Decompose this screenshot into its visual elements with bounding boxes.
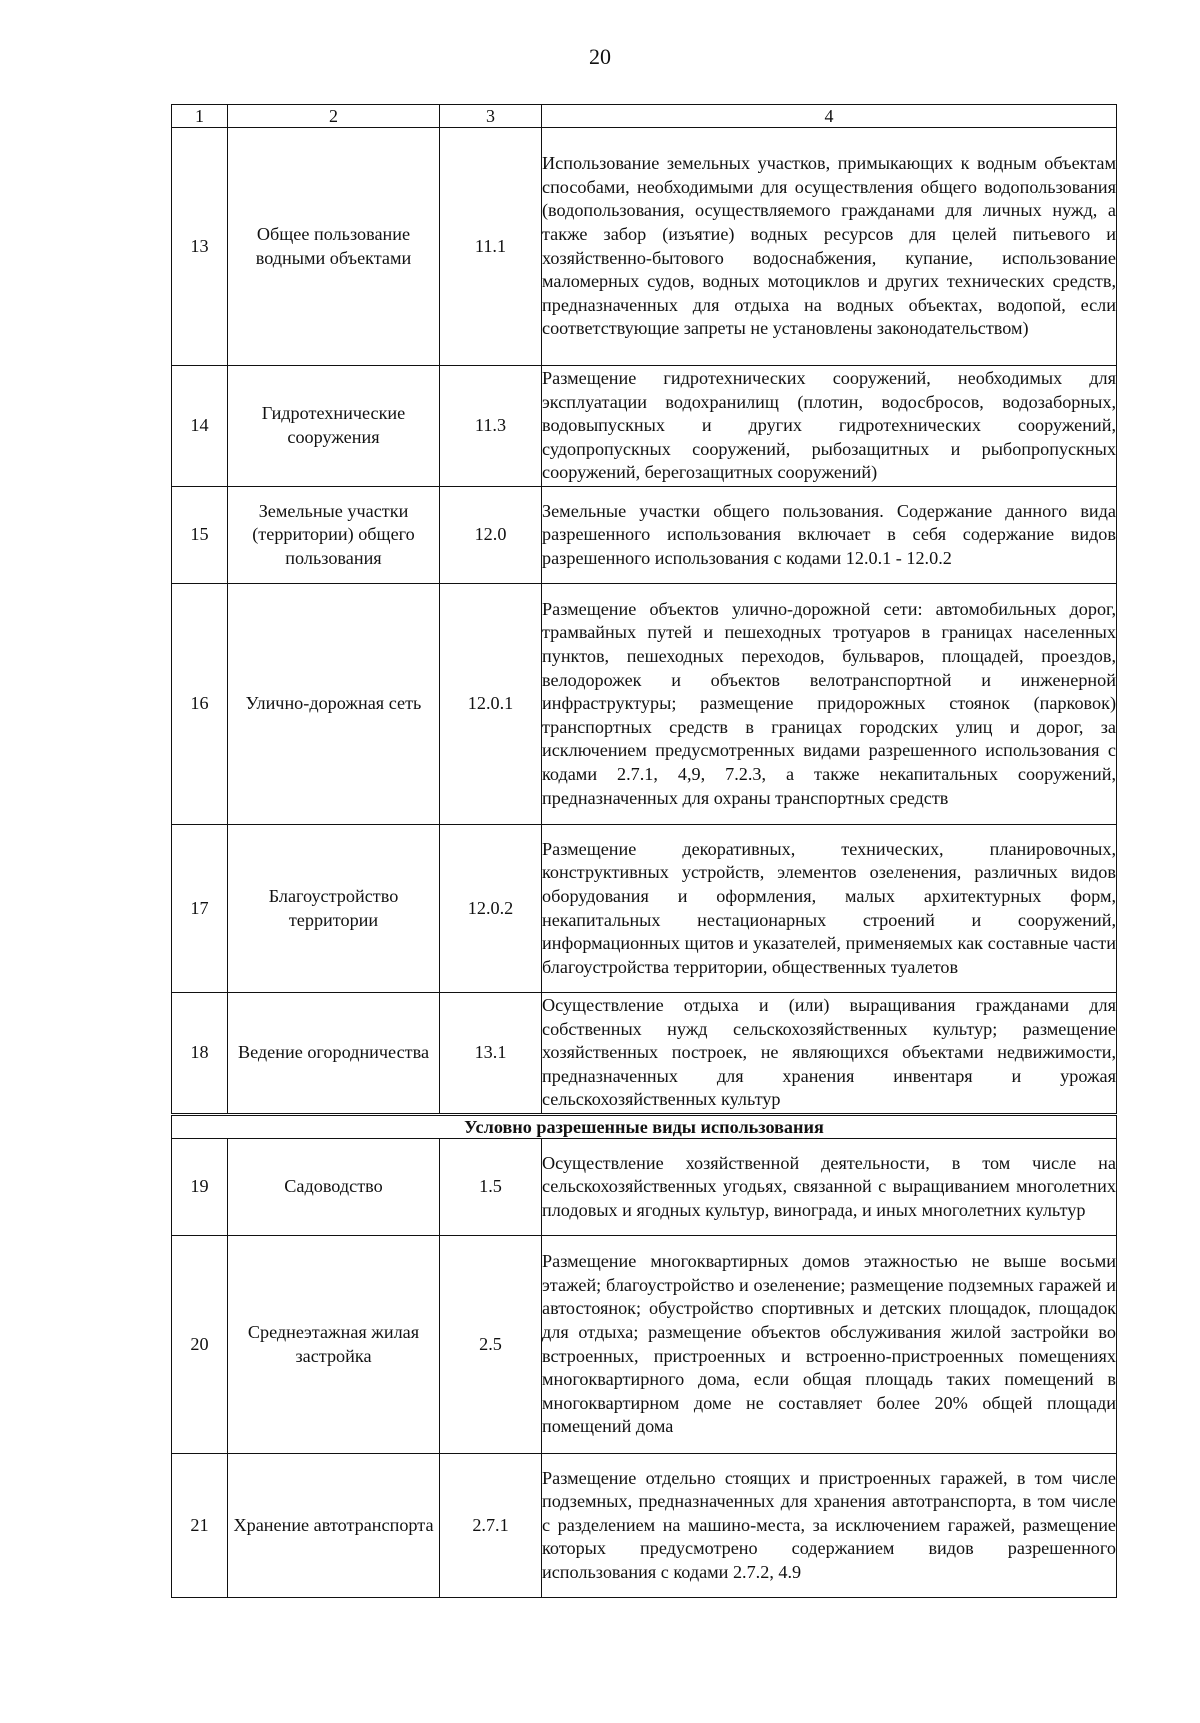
header-col-2: 2: [228, 105, 440, 128]
table-row: [172, 825, 1117, 993]
section-title: Условно разрешенные виды использования: [172, 1115, 1117, 1139]
table-header-row: [172, 105, 1117, 128]
table-row: [172, 1454, 1117, 1598]
use-type-name: Благоустройство территории: [228, 825, 440, 993]
use-type-code: 2.5: [440, 1236, 542, 1454]
use-type-name: Хранение автотранспорта: [228, 1454, 440, 1598]
use-type-code: 11.1: [440, 128, 542, 366]
table-row: [172, 128, 1117, 366]
row-number: 19: [172, 1139, 228, 1236]
use-type-code: 12.0: [440, 487, 542, 584]
use-type-name: Земельные участки (территории) общего пользования: [228, 487, 440, 584]
use-type-description: Размещение объектов улично-дорожной сети: автомобильных дорог, трамвайных путей и пешеходных тротуаров в границах населенных пунктов, пешеходных переходов, бульваров, площадей, проездов, велодорожек и объектов велотранспортной и инженерной инфраструктуры; размещение придорожных стоянок (парковок) транспортных средств в границах городских улиц и дорог, за исключением предусмотренных видами разрешенного использования с кодами 2.7.1, 4,9, 7.2.3, а также некапитальных сооружений, предназначенных для охраны транспортных средств: [542, 584, 1117, 825]
row-number: 14: [172, 366, 228, 487]
row-number: 21: [172, 1454, 228, 1598]
row-number: 15: [172, 487, 228, 584]
row-number: 20: [172, 1236, 228, 1454]
use-type-code: 11.3: [440, 366, 542, 487]
header-col-1: 1: [172, 105, 228, 128]
page-number: 20: [589, 44, 611, 69]
row-number: 16: [172, 584, 228, 825]
use-type-description: Размещение многоквартирных домов этажностью не выше восьми этажей; благоустройство и озеленение; размещение подземных гаражей и автостоянок; обустройство спортивных и детских площадок, площадок для отдыха; размещение объектов обслуживания жилой застройки во встроенных, пристроенных и встроенно-пристроенных помещениях многоквартирного дома, если общая площадь таких помещений в многоквартирном доме не составляет более 20% общей площади помещений дома: [542, 1236, 1117, 1454]
use-type-name: Общее пользование водными объектами: [228, 128, 440, 366]
table-row: [172, 487, 1117, 584]
use-type-description: Осуществление хозяйственной деятельности, в том числе на сельскохозяйственных угодьях, связанной с выращиванием многолетних плодовых и ягодных культур, винограда, и иных многолетних культур: [542, 1139, 1117, 1236]
use-type-name: Ведение огородничества: [228, 993, 440, 1115]
land-use-table: [171, 104, 1117, 1598]
use-type-description: Размещение отдельно стоящих и пристроенных гаражей, в том числе подземных, предназначенных для хранения автотранспорта, в том числе с разделением на машино-места, за исключением гаражей, размещение которых предусмотрено содержанием видов разрешенного использования с кодами 2.7.2, 4.9: [542, 1454, 1117, 1598]
table-row: [172, 1139, 1117, 1236]
use-type-name: Среднеэтажная жилая застройка: [228, 1236, 440, 1454]
table-row: [172, 366, 1117, 487]
table-row: [172, 584, 1117, 825]
use-type-name: Улично-дорожная сеть: [228, 584, 440, 825]
use-type-code: 1.5: [440, 1139, 542, 1236]
use-type-name: Садоводство: [228, 1139, 440, 1236]
use-type-code: 13.1: [440, 993, 542, 1115]
use-type-description: Размещение гидротехнических сооружений, необходимых для эксплуатации водохранилищ (плотин, водосбросов, водозаборных, водовыпускных и других гидротехнических сооружений, судопропускных сооружений, рыбозащитных и рыбопропускных сооружений, берегозащитных сооружений): [542, 366, 1117, 487]
header-col-4: 4: [542, 105, 1117, 128]
header-col-3: 3: [440, 105, 542, 128]
use-type-code: 12.0.1: [440, 584, 542, 825]
use-type-code: 2.7.1: [440, 1454, 542, 1598]
table-row: [172, 1236, 1117, 1454]
section-header-row: [172, 1115, 1117, 1139]
use-type-description: Осуществление отдыха и (или) выращивания гражданами для собственных нужд сельскохозяйственных культур; размещение хозяйственных построек, не являющихся объектами недвижимости, предназначенных для хранения инвентаря и урожая сельскохозяйственных культур: [542, 993, 1117, 1115]
row-number: 13: [172, 128, 228, 366]
use-type-description: Земельные участки общего пользования. Содержание данного вида разрешенного использования включает в себя содержание видов разрешенного использования с кодами 12.0.1 - 12.0.2: [542, 487, 1117, 584]
use-type-description: Размещение декоративных, технических, планировочных, конструктивных устройств, элементов озеленения, различных видов оборудования и оформления, малых архитектурных форм, некапитальных нестационарных строений и сооружений, информационных щитов и указателей, применяемых как составные части благоустройства территории, общественных туалетов: [542, 825, 1117, 993]
use-type-description: Использование земельных участков, примыкающих к водным объектам способами, необходимыми для осуществления общего водопользования (водопользования, осуществляемого гражданами для личных нужд, а также забор (изъятие) водных ресурсов для целей питьевого и хозяйственно-бытового водоснабжения, купание, использование маломерных судов, водных мотоциклов и других технических средств, предназначенных для отдыха на водных объектах, водопой, если соответствующие запреты не установлены законодательством): [542, 128, 1117, 366]
row-number: 17: [172, 825, 228, 993]
use-type-name: Гидротехнические сооружения: [228, 366, 440, 487]
use-type-code: 12.0.2: [440, 825, 542, 993]
table-row: [172, 993, 1117, 1115]
row-number: 18: [172, 993, 228, 1115]
